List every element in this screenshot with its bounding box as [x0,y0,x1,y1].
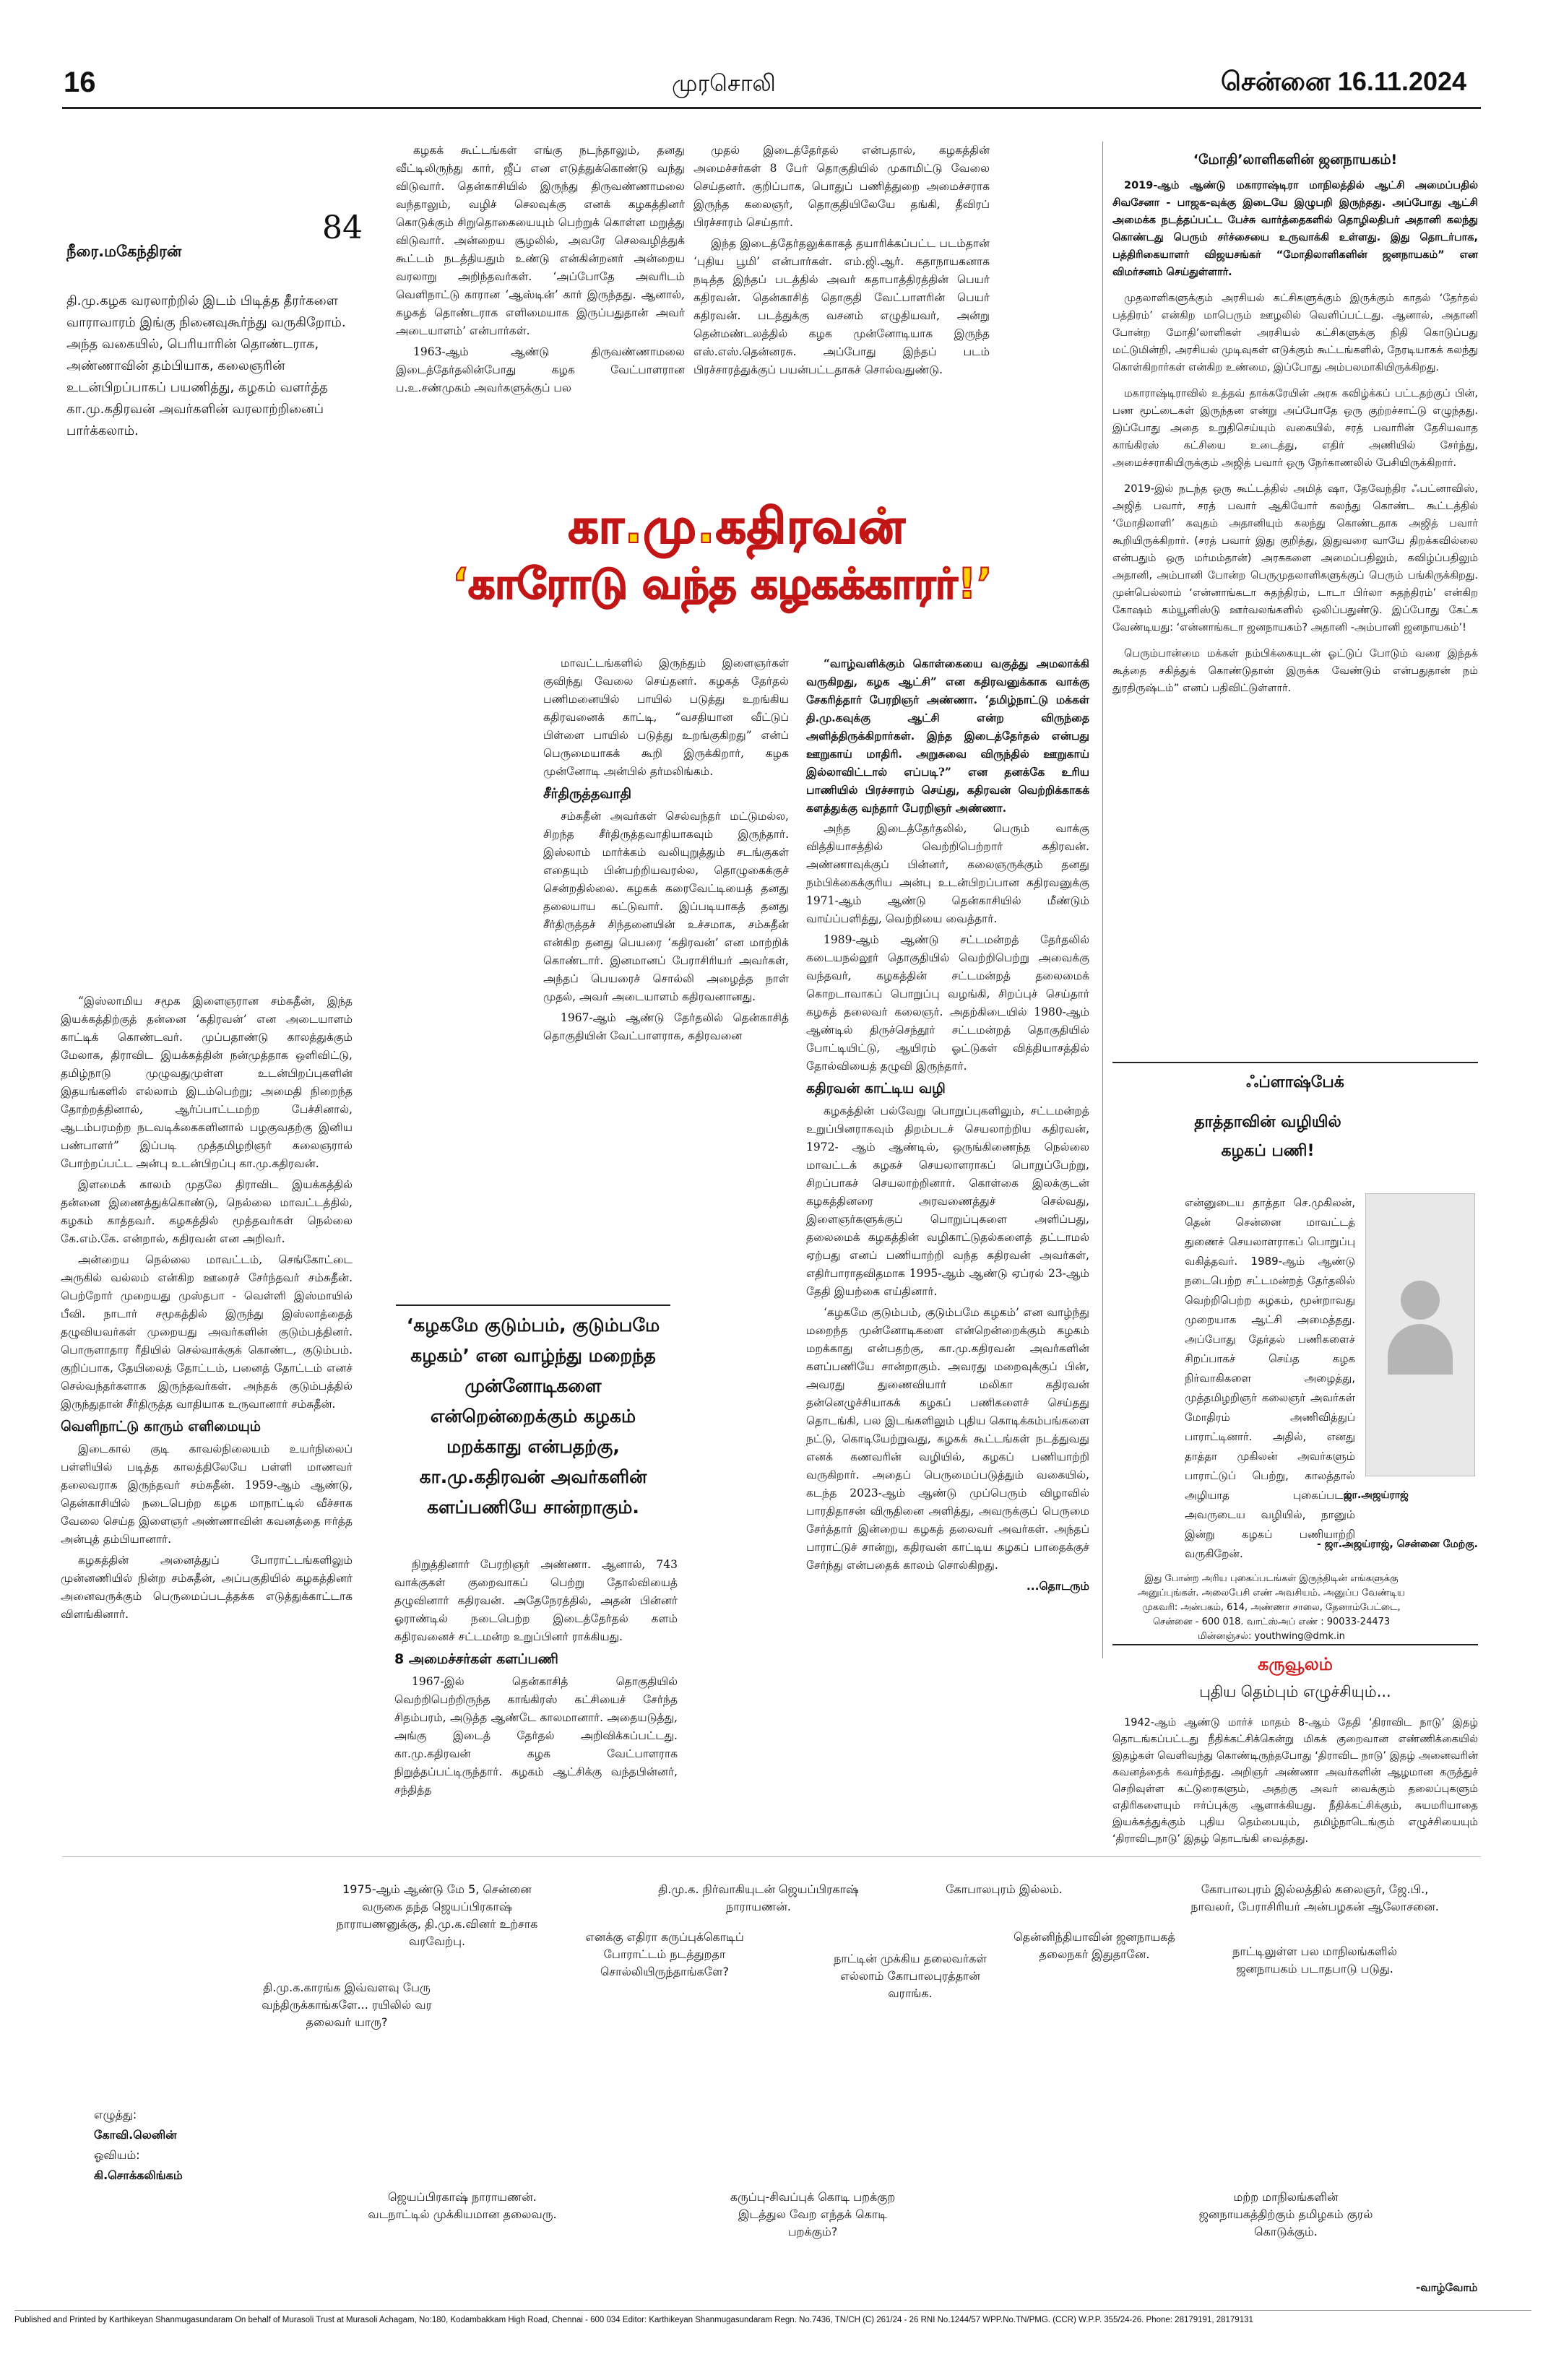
box-title: ஃப்ளாஷ்பேக் [1246,1073,1344,1091]
paragraph: 1967-இல் தென்காசித் தொகுதியில் வெற்றிபெற்றிருந்த காங்கிரஸ் கட்சியைச் சேர்ந்த சிதம்பரம், அடுத்த ஆண்டே காலமானார். அதையடுத்து, அங்கு இடைத் தேர்தல் அறிவிக்கப்பட்டது. கா.மு.கதிரவன் கழக வேட்பாளராக நிறுத்தப்பட்டிருந்தார். கழகம் ஆட்சிக்கு வந்தபின்னர், சந்தித்த [394,1675,678,1796]
paragraph: மகாராஷ்டிராவில் உத்தவ் தாக்கரேயின் அரசு கவிழ்க்கப் பட்டதற்குப் பின், பண மூட்டைகள் இருந்தன என்று அப்போதே ஒரு குற்றச்சாட்டு எழுந்தது. இப்போது அதை உறுதிசெய்யும் வகையில், சரத் பவாரின் தேசியவாத காங்கிரஸ் கட்சியை உடைத்து, எதிர் அணியில் சேர்ந்து, அமைச்சராகியிருக்கும் அஜித் பவார் ஒரு நேர்காணலில் பேசியிருக்கிறார். [1112,388,1478,469]
flashback-note: இது போன்ற அரிய புகைப்படங்கள் இருந்திடின் எங்களுக்கு அனுப்புங்கள். அலைபேசி எண் அவசியம். அனுப்ப வேண்டிய முகவரி: அன்பகம், 614, அண்ணா சாலை, தேனாம்பேட்டை, சென்னை - 600 018. வாட்ஸ்அப் எண் : 90033-24473 மின்னஞ்சல்: youthwing@dmk.in [1138,1573,1405,1642]
box-flashback [1112,1073,1478,1166]
paragraph: “வாழ்வளிக்கும் கொள்கையை வகுத்து அமலாக்கி வருகிறது, கழக ஆட்சி” என கதிரவனுக்காக வாக்கு சேகரித்தார் பேரறிஞர் அண்ணா. ‘தமிழ்நாட்டு மக்கள் தி.மு.கவுக்கு ஆட்சி என்ற விருந்தை அளித்திருக்கிறார்கள். இந்த இடைத்தேர்தல் என்பது ஊறுகாய் மாதிரி. அறுசுவை விருந்தில் ஊறுகாய் இல்லாவிட்டால் எப்படி?” என தனக்கே உரிய பாணியில் பிரச்சாரம் செய்து, கதிரவன் வெற்றிக்காகக் களத்துக்கு வந்தார் பேரறிஞர் அண்ணா. [806,657,1089,815]
headline-name: கா.மு.கதிரவன் [568,498,906,554]
paragraph: இந்த இடைத்தேர்தலுக்காகத் தயாரிக்கப்பட்ட படம்தான் ‘புதிய பூமி’ என்பார்கள். எம்.ஜி.ஆர். கதாநாயகனாக நடித்த இந்தப் படத்தில் அவர் கதாபாத்திரத்தின் பெயர் கதிரவன். தென்காசித் தொகுதி வேட்பாளரின் பெயர் கதிரவன். படத்துக்கு வசனம் எழுதியவர், அன்று தென்மண்டலத்தில் கழக முன்னோடியாக இருந்த எஸ்.எஸ்.தென்னரசு. அப்போது இந்தப் படம் பிரச்சாரத்துக்குப் பயன்பட்டதாகச் சொல்வதுண்டு. [693,237,990,376]
paragraph: கழகத்தின் அனைத்துப் போராட்டங்களிலும் முன்னணியில் நின்ற சம்சுதீன், அப்பகுதியில் கழகத்தினர் அனைவருக்கும் பெருமைப்படத்தக்க எடுத்துக்காட்டாக விளங்கினார். [61,1554,353,1621]
page-number: 16 [64,66,96,98]
article-top-col2 [693,142,990,382]
pull-quote-box [396,1304,670,1527]
paragraph: இடைகால் குடி காவல்நிலையம் உயர்நிலைப் பள்ளியில் படித்த காலத்திலேயே பள்ளி மாணவர் தலைவராக இருந்தவர் சம்சுதீன். 1959-ஆம் ஆண்டு, தென்காசியில் நடைபெற்ற கழக மாநாட்டில் வீச்சாக வேலை செய்த இளைஞர் அண்ணாவின் கவனத்தை ஈர்த்த அன்புத் தம்பியானார். [61,1442,353,1546]
comic-credits [94,2105,183,2186]
paragraph: 1989-ஆம் ஆண்டு சட்டமன்றத் தேர்தலில் கடையநல்லூர் தொகுதியில் வெற்றிபெற்று அவைக்கு வந்தவர், கழகத்தின் சட்டமன்றத் தலைமைக் கொறடாவாகப் பொறுப்பு வழங்கி, சிறப்புச் செய்தார் கழகத் தலைவர் கலைஞர். அதற்கிடையில் 1980-ஆம் ஆண்டில் திருச்செந்தூர் சட்டமன்றத் தொகுதியில் போட்டியிட்டு, ஆயிரம் ஓட்டுகள் வித்தியாசத்தில் தோல்வியைத் தழுவி இருந்தார். [806,933,1089,1073]
box-title: ‘மோதி’லாளிகளின் ஜனநாயகம்! [1193,152,1398,168]
comic-signoff: -வாழ்வோம் [1416,2281,1478,2294]
flashback-text: என்னுடைய தாத்தா செ.முகிலன், தென் சென்னை மாவட்டத் துணைச் செயலாளராகப் பொறுப்பு வகித்தவர். 1989-ஆம் ஆண்டு நடைபெற்ற சட்டமன்றத் தேர்தலில் வெற்றிபெற்ற கழகம், மூன்றாவது முறையாக ஆட்சி அமைத்தது. அப்போது தேர்தல் பணிகளைச் சிறப்பாகச் செய்த கழக நிர்வாகிகளை அழைத்து, முத்தமிழறிஞர் கலைஞர் அவர்கள் மோதிரம் அணிவித்துப் பாராட்டினார். அதில், எனது தாத்தா முகிலன் அவர்களும் பாராட்டுப் பெற்று, காலத்தால் அழியாத புகைப்படம். அவருடைய வழியில், நானும் இன்று கழகப் பணியாற்றி வருகிறேன். [1185,1196,1355,1560]
header-rule [62,107,1481,109]
article-top-col1 [396,142,685,400]
photo-person-icon [1401,1281,1440,1320]
footer-rule [14,2310,1531,2311]
credit-artist: கி.சொக்கலிங்கம் [94,2168,183,2182]
photo-caption: ஜா.அஜய்ராஜ் [1344,1489,1409,1501]
comic-speech: எனக்கு எதிரா கருப்புக்கொடிப் போராட்டம் நடத்துறதா சொல்லியிருந்தாங்களே? [585,1930,744,1978]
comic-speech: மற்ற மாநிலங்களின் ஜனநாயகத்திற்கும் தமிழகம் குரல் கொடுக்கும். [1198,2190,1373,2238]
box-separator [1112,1644,1478,1645]
footer-imprint: Published and Printed by Karthikeyan Shanmugasundaram On behalf of Murasoli Trust at Murasoli Achagam, No:180, Kodambakkam High Road, Chennai - 600 034 Editor: Karthikeyan Shanmugasundaram Regn. No.7436, TN/CH (C) 261/24 - 26 RNI No.1244/57 WPP.No.TN/PMG. (CCR) W.P.P. 355/24-26. Phone: 28179191, 28179131 [14,2316,1253,2324]
box-modilaligal [1112,152,1478,697]
comic-speech: நாட்டின் முக்கிய தலைவர்கள் எல்லாம் கோபாலபுரத்தான் வராங்க. [834,1952,987,2000]
photo-person-icon [1388,1324,1453,1375]
comic-speech: தி.மு.க.காரங்க இவ்வளவு பேரு வந்திருக்காங்களே... ரயிலில் வர தலைவர் யாரு? [262,1981,432,2029]
comic-caption: கோபாலபுரம் இல்லம். [946,1882,1063,1896]
comic-top-rule [62,1856,1481,1857]
comic-caption: கோபாலபுரம் இல்லத்தில் கலைஞர், ஜே.பி., நாவலர், பேராசிரியர் அன்பழகன் ஆலோசனை. [1190,1882,1439,1913]
paragraph: ‘கழகமே குடும்பம், குடும்பமே கழகம்’ என வாழ்ந்து மறைந்த முன்னோடிகளை என்றென்றைக்கும் கழகம் மறக்காது என்பதற்கு, கா.மு.கதிரவன் அவர்களின் களப்பணியே சான்றாகும். அவரது மறைவுக்குப் பின், அவரது துணைவியார் மலிகா கதிரவன் தன்னெழுச்சியாகக் கழகப் பணிகளைச் செய்தது தொடங்கி, பல இடங்களிலும் புதிய கொடிக்கம்பங்களை நட்டு, கொடியேற்றுவது, கழகக் கூட்டங்கள் நடத்துவது எனக் கணவரின் வழியில், கழகப் பணியாற்றி வருகிறார். அதைப் பெருமைப்படுத்தும் வகையில், கடந்த 2023-ஆம் ஆண்டு முப்பெரும் விழாவில் பாரதிதாசன் விருதினை அளித்து, அவருக்குப் பெருமை சேர்த்தார் இன்றைய கழகத் தலைவர் அவர்கள். அந்தப் பாராட்டுச் சான்று, கதிரவன் காட்டிய கழகப் பாதைக்குச் சேர்ந்து என்பதைக் காலம் சொல்கிறது. [806,1306,1089,1572]
sidebar-divider [1102,142,1103,1658]
pull-quote: ‘கழகமே குடும்பம், குடும்பமே கழகம்’ என வாழ்ந்து மறைந்த முன்னோடிகளை என்றென்றைக்கும் கழகம் மறக்காது என்பதற்கு, கா.மு.கதிரவன் அவர்களின் களப்பணியே சான்றாகும். [406,1315,660,1518]
box-text [1112,177,1478,697]
paragraph: 2019-இல் நடந்த ஒரு கூட்டத்தில் அமித் ஷா, தேவேந்திர ஃபட்னாவிஸ், அஜித் பவார், சரத் பவார் ஆகியோர் கலந்து கொண்ட கூட்டத்தில் ‘மோதிலாளி’ கவுதம் அதானியும் கலந்து கொண்டதாக அஜித் பவார் கூறியிருக்கிறார். (சரத் பவார் இது குறித்து, இதுவரை வாயே திறக்கவில்லை என்பதும் ஒரு மர்மம்தான்) அரசுகளை அமைப்பதிலும், கவிழ்ப்பதிலும் அதானி, அம்பானி போன்ற பெருமுதலாளிகளுக்குப் பெரும் பங்கிருக்கிறது. முன்பெல்லாம் ‘என்னாங்கடா சுதந்திரம், டாடா பிர்லா சுதந்திரம்’ என்கிற கோஷம் கம்யூனிஸ்டு ஊர்வலங்களில் ஒலிப்பதுண்டு. இப்போது கேட்க வேண்டியது: ‘என்னாங்கடா ஜனநாயகம்? அதானி -அம்பானி ஜனநாயகம்’! [1112,483,1478,633]
credit-label: எழுத்து: [94,2108,137,2121]
subheading-foreign-car: வெளிநாட்டு காரும் எளிமையும் [61,1419,262,1435]
headline-tagline: ‘காரோடு வந்த கழகக்காரர்!’ [452,559,993,608]
paragraph: பெரும்பான்மை மக்கள் நம்பிக்கையுடன் ஓட்டுப் போடும் வரை இந்தக் கூத்தை சகித்துக் கொண்டுதான் இருக்க வேண்டும் என்பதுதான் நம் துரதிருஷ்டம்” எனப் பதிவிட்டுள்ளார். [1112,648,1478,694]
flashback-photo [1365,1193,1475,1476]
comic-caption: ஜெயப்பிரகாஷ் நாராயணன். வடநாட்டில் முக்கியமான தலைவரு. [368,2190,557,2221]
subheading-ministers: 8 அமைச்சர்கள் களப்பணி [394,1651,558,1667]
comic-speech: கருப்பு-சிவப்புக் கொடி பறக்குற இடத்துல வேற எந்தக் கொடி பறக்கும்? [730,2190,896,2238]
author-name: நீரை.மகேந்திரன் [66,243,182,260]
paragraph: அந்த இடைத்தேர்தலில், பெரும் வாக்கு வித்தியாசத்தில் வெற்றிபெற்றார் கதிரவன். அண்ணாவுக்குப் பின்னர், கலைஞருக்கும் தனது நம்பிக்கைக்குரிய அன்பு உடன்பிறப்பான கதிரவனுக்கு 1971-ஆம் ஆண்டு தென்காசியில் மீண்டும் வாய்ப்பளித்து, வெற்றியை வைத்தார். [806,822,1089,925]
opening-quote: “இஸ்லாமிய சமூக இளைஞரான சம்சுதீன், இந்த இயக்கத்திற்குத் தன்னை ‘கதிரவன்’ என அடையாளம் காட்டிக் கொண்டவர். முப்பதாண்டு காலத்துக்கும் மேலாக, திராவிட இயக்கத்தின் நன்முத்தாக ஒளிவிட்டு, தமிழ்நாடு முழுவதுமுள்ள உடன்பிறப்புகளின் இதயங்களில் எல்லாம் இடம்பெற்று; அமைதி நிறைந்த தோற்றத்தினால், ஆர்ப்பாட்டமற்ற பேச்சினால், ஆடம்பரமற்ற நடவடிக்கைகளினால் பழகுவதற்கு இனிய பண்பாளர்” இப்படி முத்தமிழறிஞர் கலைஞரால் போற்றப்பட்ட அன்பு உடன்பிறப்பு கா.மு.கதிரவன். [61,995,353,1170]
comic-speech: தென்னிந்தியாவின் ஜனநாயகத் தலைநகர் இதுதானே. [1013,1930,1175,1961]
paragraph: இளமைக் காலம் முதலே திராவிட இயக்கத்தில் தன்னை இணைத்துக்கொண்டு, நெல்லை மாவட்டத்தில், கழகம் காத்தவர். கழகத்தில் மூத்தவர்கள் நெல்லை கே.எம்.கே. என்றால், கதிரவன் என அறிவர். [61,1178,353,1245]
article-left-col [61,992,353,1627]
paragraph: 2019-ஆம் ஆண்டு மகாராஷ்டிரா மாநிலத்தில் ஆட்சி அமைப்பதில் சிவசேனா - பாஜக-வுக்கு இடையே இழுபறி இருந்தது. அப்போது ஆட்சி அமைக்க நடத்தப்பட்ட பேச்சு வார்த்தைகளில் தொழிலதிபர் அதானி கலந்து கொண்டது பெரும் சர்ச்சையை உருவாக்கி உள்ளது. இது தொடர்பாக, பத்திரிகையாளர் விஜயசங்கர் “மோதிலாளிகளின் ஜனநாயகம்” என விமர்சனம் செய்துள்ளார். [1112,180,1478,278]
paragraph: முதலாளிகளுக்கும் அரசியல் கட்சிகளுக்கும் இருக்கும் காதல் ‘தேர்தல் பத்திரம்’ என்கிற மாபெரும் ஊழலில் வெளிப்பட்டது. ஆனால், அதானி போன்ற மோதி’லாளிகள் அரசியல் கட்சிகளுக்கு நிதி கொடுப்பது மட்டுமின்றி, அரசியல் முடிவுகள் எடுக்கும் கூட்டங்களில், நேரடியாகக் கலந்து கொள்கிறார்கள் என்கிற உண்மை, இப்போது அம்பலமாகியிருக்கிறது. [1112,293,1478,373]
newspaper-name: முரசொலி [672,69,776,97]
box-separator [1112,1062,1478,1063]
paragraph: கழகத்தின் பல்வேறு பொறுப்புகளிலும், சட்டமன்றத் உறுப்பினராகவும் திறம்படச் செயலாற்றிய கதிரவன், 1972- ஆம் ஆண்டில், ஒருங்கிணைந்த நெல்லை மாவட்டக் கழகச் செயலாளராகப் பொறுப்பேற்று, சிறப்பாகச் செயலாற்றினார். கொள்கை இலக்குடன் கழகத்தினரை அரவணைத்துச் செல்வது, இளைஞர்களுக்குப் பொறுப்புகளை அளிப்பது, தலைமைக் கழகத்தின் வழிகாட்டுதல்களைத் தட்டாமல் ஏற்பது எனப் பணியாற்றி வந்த கதிரவன் அவர்கள், எதிர்பாராதவிதமாக 1995-ஆம் ஆண்டு ஏப்ரல் 23-ஆம் தேதி இயற்கை எய்தினார். [806,1104,1089,1298]
credit-label: ஓவியம்: [94,2148,140,2162]
comic-speech: நாட்டிலுள்ள பல மாநிலங்களில் ஜனநாயகம் படாதபாடு படுது. [1232,1944,1397,1976]
subheading-reformer: சீர்திருத்தவாதி [543,786,632,802]
article-lower-col1 [394,1556,678,1802]
paragraph: மாவட்டங்களில் இருந்தும் இளைஞர்கள் குவிந்து வேலை செய்தனர். கழகத் தேர்தல் பணிமனையில் பாயில் படுத்து உறங்கிய கதிரவனைக் காட்டி, “வசதியான வீட்டுப் பிள்ளை பாயில் படுத்து உறங்குகிறது” என்ப் பெருமையாகக் கூறி இருக்கிறார், கழக முன்னோடி அன்பில் தர்மலிங்கம். [543,657,789,778]
flashback-heading: தாத்தாவின் வழியில் கழகப் பணி! [1194,1113,1341,1160]
box-karuvoolam-title: கருவூலம் [1258,1654,1333,1674]
continued-label: ...தொடரும் [1026,1580,1089,1593]
subheading-path: கதிரவன் காட்டிய வழி [806,1081,946,1096]
paragraph: 1967-ஆம் ஆண்டு தேர்தலில் தென்காசித் தொகுதியின் வேட்பாளராக, கதிரவனை [543,1011,789,1042]
article-mid-col1 [543,654,789,1048]
paragraph: அன்றைய நெல்லை மாவட்டம், செங்கோட்டை அருகில் வல்லம் என்கிற ஊரைச் சேர்ந்தவர் சம்சுதீன். பெற்றோர் முறையது முஸ்தபா - வெள்ளி இஸ்மாயில் பீவி. நாடார் சமூகத்தில் இருந்து இஸ்லாத்தைத் தழுவியவர்கள் முறையது அவர்களின் குடும்பத்தினர். பொருளாதார ரீதியில் செல்வாக்குக் கொண்ட, குடும்பம். குறிப்பாக, தேயிலைத் தோட்டம், பனைத் தோட்டம் எனச் செல்வந்தர்களாக இருந்தவர்கள். அந்தக் குடும்பத்தில் இருந்துதான் சீர்திருத்த வாதியாக உருவானார் சம்சுதீன். [61,1253,353,1411]
comic-caption: தி.மு.க. நிர்வாகியுடன் ஜெயப்பிரகாஷ் நாராயணன். [658,1882,859,1913]
karuvoolam-text: 1942-ஆம் ஆண்டு மார்ச் மாதம் 8-ஆம் தேதி ‘திராவிட நாடு’ இதழ் தொடங்கப்பட்டது நீதிக்கட்சிக்கென்று மிகக் குறைவான எண்ணிக்கையில் இதழ்கள் வெளிவந்து கொண்டிருந்தபோது ‘திராவிட நாடு’ இதழ் அனைவரின் கவனத்தைக் கவர்ந்தது. அறிஞர் அண்ணா அவர்களின் ஆழமான கருத்துச் செறிவுள்ள கட்டுரைகளும், அதற்கு அவர் வைக்கும் தலைப்புகளும் எதிரிகளையும் ஈர்ப்புக்கு ஆளாக்கியது. நீதிக்கட்சிக்கும், சுயமரியாதை இயக்கத்துக்கும் புதிய தெம்பையும், தமிழ்நாடெங்கும் எழுச்சியையும் ‘திராவிடநாடு’ இதழ் தொடங்கி வைத்தது. [1112,1717,1478,1845]
comic-caption: 1975-ஆம் ஆண்டு மே 5, சென்னை வருகை தந்த ஜெயப்பிரகாஷ் நாராயணனுக்கு, தி.மு.க.வினர் உற்சாக வரவேற்பு. [336,1882,538,1948]
paragraph: சம்சுதீன் அவர்கள் செல்வந்தர் மட்டுமல்ல, சிறந்த சீர்திருத்தவாதியாகவும் இருந்தார். இஸ்லாம் மார்க்கம் வலியுறுத்தும் சடங்குகள் எதையும் பின்பற்றியவரல்ல, தொழுகைக்குச் சென்றதில்லை. கழகக் கரைவேட்டியைத் தனது தலையாய கட்டுவார். இப்படியாகத் தனது சீர்திருத்தச் சிந்தனையின் உச்சமாக, சம்சுதீன் என்கிற தனது பெயரை ‘கதிரவன்’ என மாற்றிக் கொண்டார். இனமானப் பேராசிரியர் அவர்கள், அந்தப் பெயரைச் சொல்லி அழைத்த நாள் முதல், அவர் அடையாளம் கதிரவனானது. [543,810,789,1003]
article-mid-col2 [806,654,1089,1596]
paragraph: முதல் இடைத்தேர்தல் என்பதால், கழகத்தின் அமைச்சர்கள் 8 பேர் தொகுதியில் முகாமிட்டு வேலை செய்தனர். குறிப்பாக, பொதுப் பணித்துறை அமைச்சராக இருந்த கலைஞர், தொகுதியிலேயே தங்கி, தீவிரப் பிரச்சாரம் செய்தார். [693,144,990,229]
credit-writer: கோவி.லெனின் [94,2128,177,2142]
flashback-signature: - ஜா.அஜய்ராஜ், சென்னை மேற்கு. [1317,1539,1478,1550]
paragraph: கழகக் கூட்டங்கள் எங்கு நடந்தாலும், தனது வீட்டிலிருந்து கார், ஜீப் என எடுத்துக்கொண்டு வந்து விடுவார். தென்காசியில் இருந்து திருவண்ணாமலை வந்தாலும், வழிச் செலவுக்கு எனக் கழகத்தினர் கொடுக்கும் சிறுதொகையையும் பெற்றுக் கொள்ள மறுத்து விடுவார். அன்றைய சூழலில், அவரே செலவழித்துக் கூட்டம் நடத்தியதும் உண்டு என்கின்றனர் அன்றைய வரலாறு அறிந்தவர்கள். ‘அப்போதே அவரிடம் வெளிநாட்டு காரான ‘ஆஸ்டின்’ கார் இருந்தது. ஆனால், கழகத் தொண்டராக எளிமையாக இருப்பதுதான் அவர் அடையாளம்’ என்பார்கள். [396,144,685,337]
paragraph: நிறுத்தினார் பேரறிஞர் அண்ணா. ஆனால், 743 வாக்குகள் குறைவாகப் பெற்று தோல்வியைத் தழுவினார் கதிரவன். அதேநேரத்தில், அதன் பின்னர் ஓராண்டில் நடைபெற்ற இடைத்தேர்தல் களம் கதிரவனைச் சட்டமன்ற உறுப்பினர் ராக்கியது. [394,1558,678,1643]
series-intro: தி.மு.கழக வரலாற்றில் இடம் பிடித்த தீரர்களை வாராவாரம் இங்கு நினைவுகூர்ந்து வருகிறோம். அந்த வகையில், பெரியாரின் தொண்டராக, அண்ணாவின் தம்பியாக, கலைஞரின் உடன்பிறப்பாகப் பயணித்து, கழகம் வளர்த்த கா.மு.கதிரவன் அவர்களின் வரலாற்றினைப் பார்க்கலாம். [66,293,346,438]
karuvoolam-heading: புதிய தெம்பும் எழுச்சியும்... [1199,1683,1391,1700]
paragraph: 1963-ஆம் ஆண்டு திருவண்ணாமலை இடைத்தேர்தலின்போது கழக வேட்பாளரான ப.உ.சண்முகம் அவர்களுக்குப் பல [396,345,685,394]
episode-number: 84 [322,209,363,246]
dateline: சென்னை 16.11.2024 [1221,66,1467,96]
